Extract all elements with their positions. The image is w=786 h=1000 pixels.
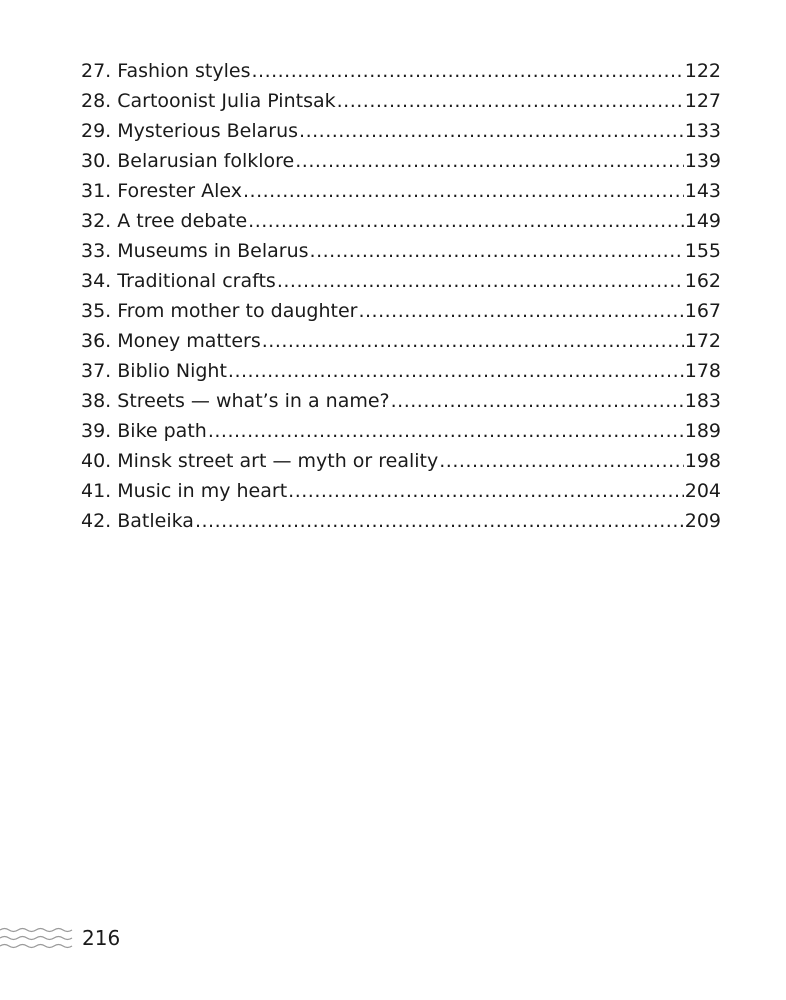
toc-entry-title: 39. Bike path [81, 420, 207, 442]
toc-entry[interactable] [81, 416, 721, 446]
toc-entry-page: 155 [684, 240, 721, 262]
toc-entry-page: 139 [684, 150, 721, 172]
dot-leader [310, 236, 684, 266]
page-number: 216 [82, 926, 121, 950]
toc-entry-page: 183 [684, 390, 721, 412]
toc-entry-title: 35. From mother to daughter [81, 300, 358, 322]
toc-entry[interactable] [81, 446, 721, 476]
toc-entry-title: 32. A tree debate [81, 210, 248, 232]
toc-entry-page: 198 [684, 450, 721, 472]
toc-entry-title: 37. Biblio Night [81, 360, 227, 382]
toc-entry-page: 122 [684, 60, 721, 82]
toc-entry-title: 42. Batleika [81, 510, 194, 532]
toc-entry[interactable] [81, 146, 721, 176]
toc-entry-title: 34. Traditional crafts [81, 270, 276, 292]
toc-entry[interactable] [81, 296, 721, 326]
dot-leader [277, 266, 684, 296]
toc-entry[interactable] [81, 386, 721, 416]
dot-leader [262, 326, 684, 356]
toc-entry[interactable] [81, 236, 721, 266]
toc-entry-title: 31. Forester Alex [81, 180, 242, 202]
toc-entry[interactable] [81, 86, 721, 116]
dot-leader [195, 506, 684, 536]
toc-entry-title: 36. Money matters [81, 330, 261, 352]
toc-entry-title: 33. Museums in Belarus [81, 240, 309, 262]
dot-leader [208, 416, 684, 446]
table-of-contents [81, 56, 721, 536]
dot-leader [228, 356, 684, 386]
toc-entry[interactable] [81, 506, 721, 536]
toc-entry[interactable] [81, 326, 721, 356]
toc-entry-page: 162 [684, 270, 721, 292]
toc-entry-title: 38. Streets — what’s in a name? [81, 390, 390, 412]
dot-leader [337, 86, 684, 116]
dot-leader [248, 206, 684, 236]
toc-entry-title: 28. Cartoonist Julia Pintsak [81, 90, 336, 112]
toc-entry[interactable] [81, 56, 721, 86]
toc-entry-page: 167 [684, 300, 721, 322]
dot-leader [295, 146, 683, 176]
toc-entry-page: 172 [684, 330, 721, 352]
toc-entry-page: 149 [684, 210, 721, 232]
toc-entry-page: 189 [684, 420, 721, 442]
toc-entry-title: 29. Mysterious Belarus [81, 120, 299, 142]
toc-entry-page: 204 [684, 480, 721, 502]
toc-entry-page: 143 [684, 180, 721, 202]
dot-leader [439, 446, 683, 476]
toc-entry[interactable] [81, 266, 721, 296]
toc-entry[interactable] [81, 176, 721, 206]
toc-entry-title: 27. Fashion styles [81, 60, 251, 82]
toc-entry[interactable] [81, 116, 721, 146]
wave-lines-icon [0, 924, 74, 952]
toc-entry-title: 41. Music in my heart [81, 480, 288, 502]
toc-entry-title: 40. Minsk street art — myth or reality [81, 450, 439, 472]
toc-entry-page: 133 [684, 120, 721, 142]
dot-leader [299, 116, 684, 146]
toc-entry-page: 178 [684, 360, 721, 382]
toc-entry[interactable] [81, 206, 721, 236]
dot-leader [391, 386, 684, 416]
dot-leader [243, 176, 684, 206]
toc-entry-page: 209 [684, 510, 721, 532]
dot-leader [288, 476, 684, 506]
toc-entry-page: 127 [684, 90, 721, 112]
toc-entry[interactable] [81, 476, 721, 506]
toc-entry[interactable] [81, 356, 721, 386]
page-footer [0, 918, 120, 958]
toc-entry-title: 30. Belarusian folklore [81, 150, 295, 172]
dot-leader [251, 56, 683, 86]
dot-leader [358, 296, 683, 326]
